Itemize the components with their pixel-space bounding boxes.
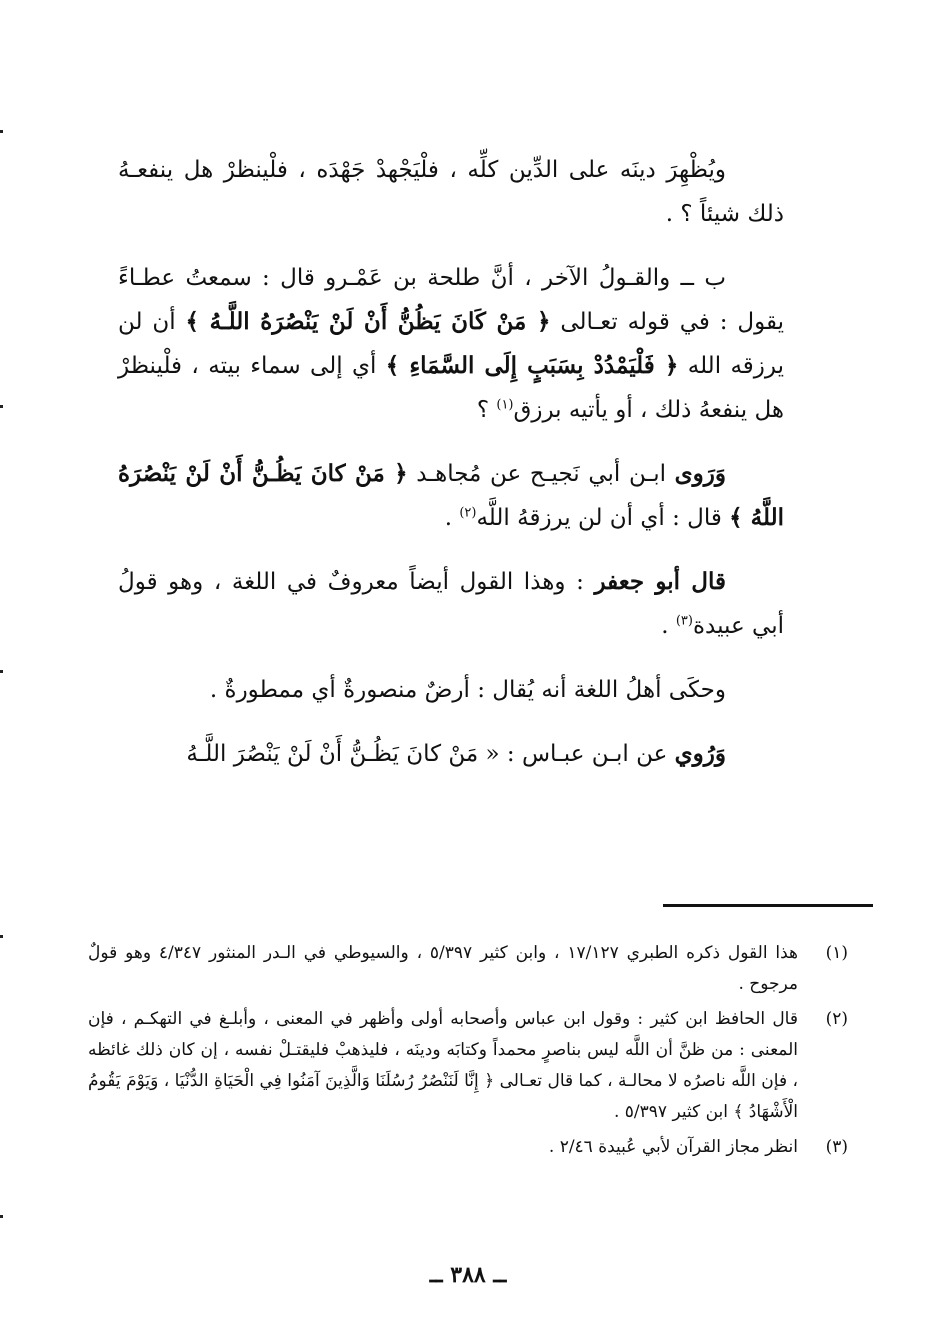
footnote: [88, 1132, 848, 1163]
scan-edge-mark: [0, 405, 3, 408]
paragraph-5-text: وحكَى أهلُ اللغة أنه يُقال : أرضٌ منصورةٌ أي ممطورةٌ .: [209, 677, 726, 703]
quran-quote: ﴿ مَنْ كَانَ يَظُنُّ أَنْ لَنْ يَنْصُرَهُ اللَّـهُ ﴾: [185, 308, 551, 335]
paragraph-6-lead: وَرُوي: [674, 740, 726, 767]
paragraph-3-part2: قال : أي أن لن يرزقهُ اللَّه: [476, 505, 722, 531]
paragraph-3: [118, 452, 784, 540]
footnote-ref: (٢): [459, 505, 477, 521]
quran-quote: ﴿ مَنْ كانَ يَظُـنُّ أَنْ لَنْ يَنْصُرَهُ اللَّهُ ﴾: [118, 460, 784, 531]
footnote-separator: [663, 904, 873, 907]
quran-quote: ﴿ فَلْيَمْدُدْ بِسَبَبٍ إِلَى السَّمَاءِ ﴾: [385, 352, 679, 379]
footnote: [88, 1004, 848, 1128]
main-text: [118, 148, 784, 796]
paragraph-6: [118, 732, 784, 776]
footnote-number: (١): [825, 943, 848, 963]
paragraph-4-lead: قال أبو جعفر: [594, 568, 727, 595]
footnote-number: (٣): [825, 1137, 848, 1157]
paragraph-5: [118, 668, 784, 712]
footnote-text: انظر مجاز القرآن لأبي عُبيدة ٢/٤٦ .: [548, 1137, 798, 1157]
paragraph-1: [118, 148, 784, 236]
paragraph-3-part1: ابـن أبي نَجيـح عن مُجاهـد: [416, 461, 667, 487]
footnote: [88, 938, 848, 1000]
scan-edge-mark: [0, 935, 3, 938]
paragraph-4-end: .: [661, 613, 669, 639]
paragraph-2: [118, 256, 784, 432]
paragraph-3-end: .: [444, 505, 453, 531]
paragraph-1-text: ويُظْهِرَ دينَه على الدِّين كلِّه ، فلْيَجْهدْ جَهْدَه ، فلْينظرْ هل ينفعـهُ ذلك شيئاً ؟ .: [118, 157, 784, 227]
scan-edge-mark: [0, 670, 3, 673]
scan-edge-mark: [0, 1215, 3, 1218]
footnotes: [88, 938, 848, 1167]
paragraph-4-text: : وهذا القول أيضاً معروفٌ في اللغة ، وهو قولُ أبي عبيدة: [118, 569, 784, 639]
paragraph-2-part3: أي إلى سماء بيته ، فلْينظرْ هل ينفعهُ ذلك ، أو يأتيه برزق: [118, 353, 784, 423]
paragraph-4: [118, 560, 784, 648]
footnote-text: قال الحافظ ابن كثير : وقول ابن عباس وأصحابه أولى وأظهر في المعنى ، وأبلـغ في التهكـم ، فإن المعنى : من ظنَّ أن اللَّه ليس بناصرٍ محمداً وكتابَه ودينَه ، فليذهبْ فليقتـلْ نفسه ، إن كان ذلك غائظه ، فإن اللَّه ناصرُه لا محالـة ، كما قال تعـالى ﴿ إِنَّا لَنَنْصُرُ رُسُلَنَا وَالَّذِينَ آمَنُوا فِي الْحَيَاةِ الدُّنْيَا ، وَيَوْمَ يَقُومُ الْأَشْهَادُ ﴾ ابن كثير ٥/٣٩٧ .: [88, 1009, 798, 1122]
page-number: ــ ٣٨٨ ــ: [429, 1262, 507, 1288]
scan-edge-mark: [0, 130, 3, 133]
footnote-ref: (٣): [675, 613, 693, 629]
footnote-text: هذا القول ذكره الطبري ١٧/١٢٧ ، وابن كثير ٥/٣٩٧ ، والسيوطي في الـدر المنثور ٤/٣٤٧ وهو قولٌ مرجوح .: [88, 943, 798, 994]
paragraph-3-lead: وَرَوى: [674, 460, 726, 487]
paragraph-2-end: ؟: [476, 397, 490, 423]
paragraph-2-part2: أن لن يرزقه الله: [118, 309, 784, 379]
footnote-ref: (١): [496, 397, 514, 413]
paragraph-6-text: عن ابـن عبـاس : « مَنْ كانَ يَظُـنُّ أَنْ لَنْ يَنْصُرَ اللَّـهُ: [186, 741, 668, 767]
paragraph-2-part1: ب ــ والقـولُ الآخر ، أنَّ طلحة بن عَمْـرو قال : سمعتُ عطـاءً يقول : في قوله تعـالى: [118, 265, 784, 335]
footnote-number: (٢): [825, 1009, 848, 1029]
